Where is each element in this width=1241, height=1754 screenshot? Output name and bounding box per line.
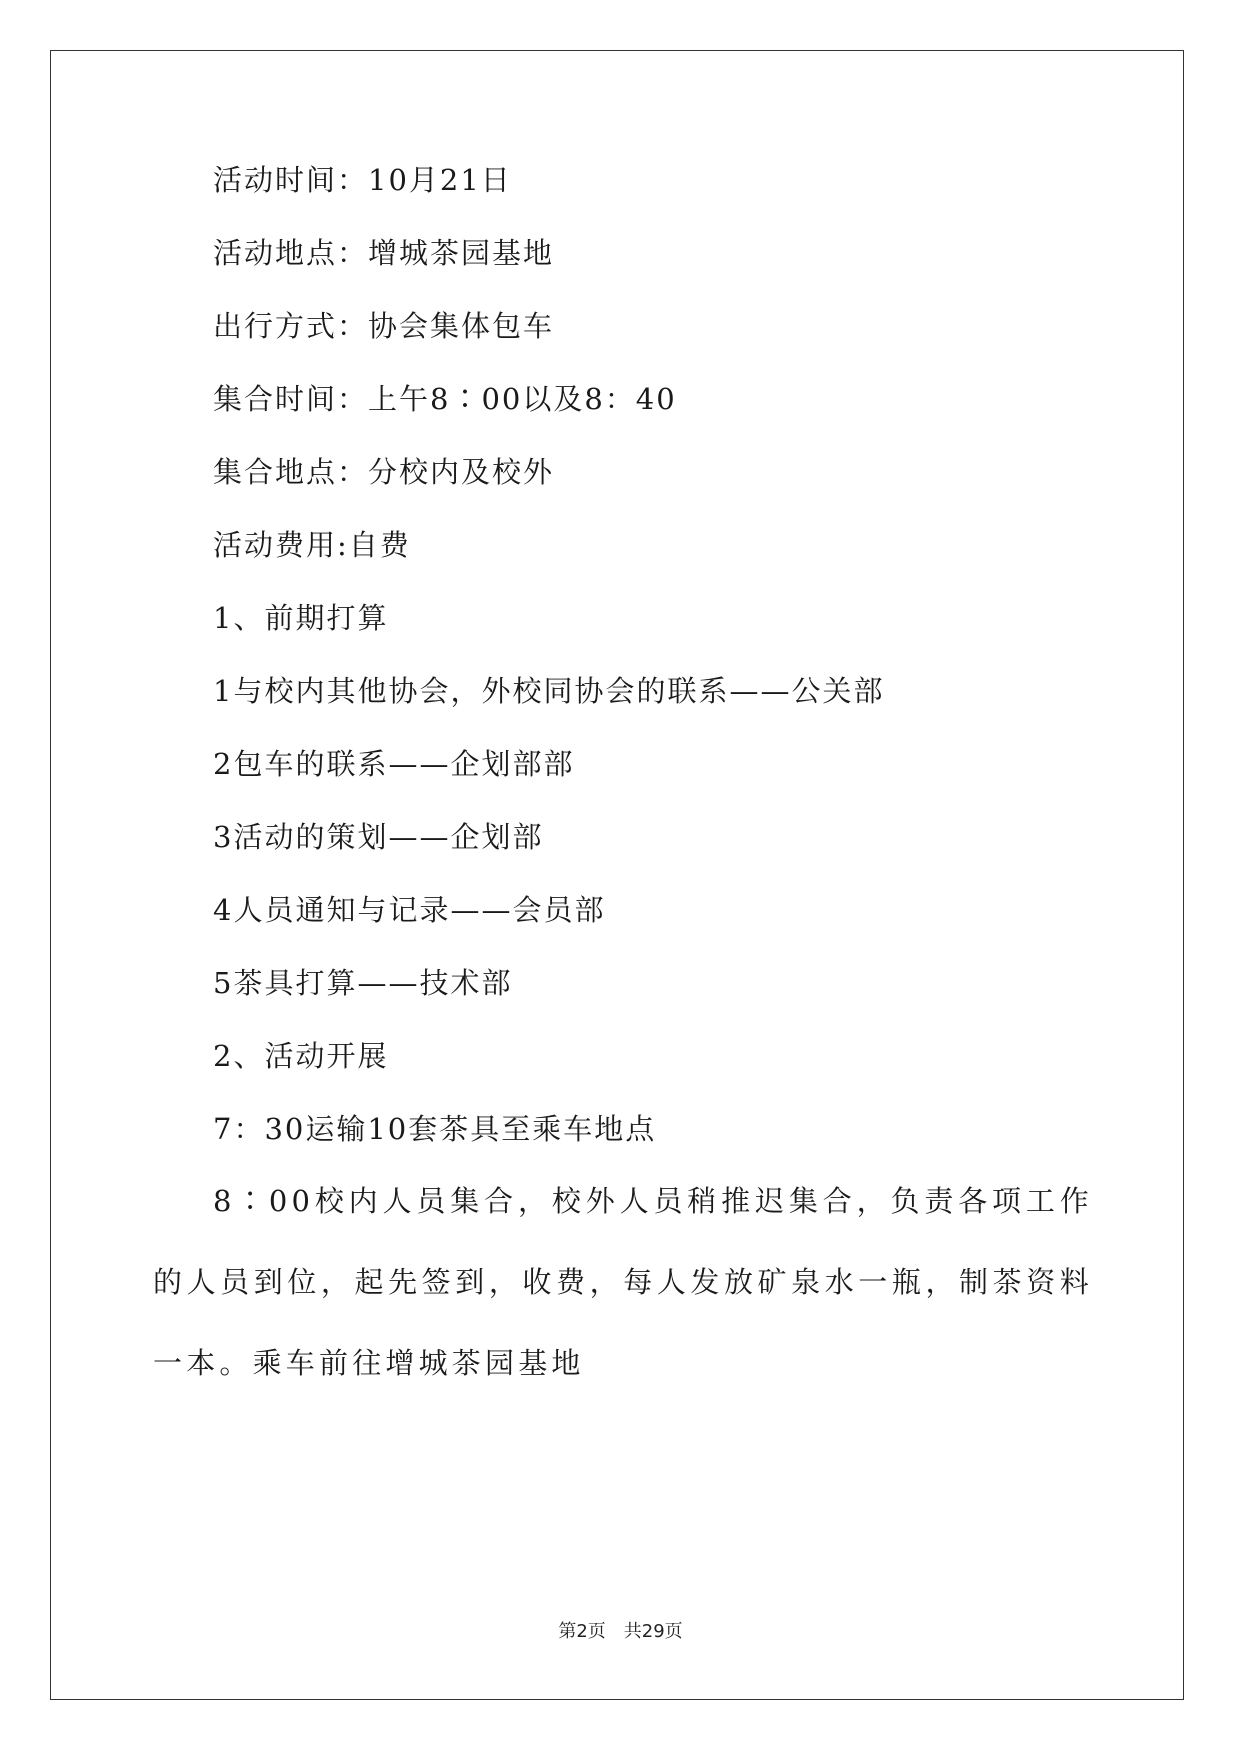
footer-total-pages: 29 (641, 1621, 665, 1642)
list-item: 3活动的策划——企划部 (213, 820, 544, 854)
schedule-paragraph: 8∶00校内人员集合，校外人员稍推迟集合，负责各项工作的人员到位，起先签到，收费，每人发放矿泉水一瓶，制茶资料一本。乘车前往增城茶园基地 (153, 1184, 1093, 1380)
text-line-activity-fee: 活动费用:自费 (213, 528, 411, 562)
text-line-assembly-location: 集合地点：分校内及校外 (213, 455, 555, 489)
page-footer (0, 1620, 1241, 1644)
text-line-activity-time: 活动时间：10月21日 (213, 163, 512, 197)
text-line-activity-location: 活动地点：增城茶园基地 (213, 236, 555, 270)
section-heading-preparation: 1、前期打算 (213, 601, 389, 635)
list-item: 1与校内其他协会，外校同协会的联系——公关部 (213, 674, 885, 708)
text-line-travel-mode: 出行方式：协会集体包车 (213, 309, 555, 343)
list-item: 4人员通知与记录——会员部 (213, 893, 606, 927)
footer-suffix: 页 (664, 1621, 683, 1642)
list-item: 5茶具打算——技术部 (213, 966, 513, 1000)
footer-mid: 页 共 (587, 1621, 642, 1642)
text-line-assembly-time: 集合时间：上午8∶00以及8：40 (213, 382, 677, 416)
list-item: 2包车的联系——企划部部 (213, 747, 575, 781)
section-heading-activity: 2、活动开展 (213, 1039, 389, 1073)
schedule-line: 7：30运输10套茶具至乘车地点 (213, 1112, 657, 1146)
footer-prefix: 第 (558, 1621, 577, 1642)
page-border (50, 50, 1184, 1700)
footer-page-number: 2 (576, 1621, 588, 1642)
